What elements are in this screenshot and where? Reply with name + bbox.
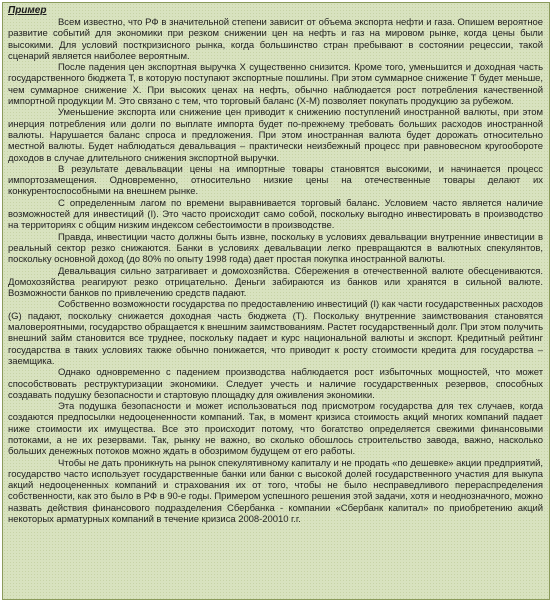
paragraph: Всем известно, что РФ в значительной степени зависит от объема экспорта нефти и газа. Опишем вероятное развитие событий для экономики при резком снижении цен на нефть и газ на мировом рынке, когда цены были высокими. Для условий посткризисного рынка, когда большинство стран пребывают в состоянии рецессии, такой сценарий является наиболее вероятным. [8, 17, 543, 62]
paragraph: Собственно возможности государства по предоставлению инвестиций (I) как части государственных расходов (G) падают, поскольку снижается доходная часть бюджета (T). Поскольку внутренние заимствования становятся маловероятными, государство обращается к внешним заимствованиям. Растет государственный долг. При этом получить внешний займ становится все труднее, поскольку падает и курс национальной валюты и экспорт. Кредитный рейтинг государства в таких условиях также обычно понижается, что приводит к росту стоимости кредита для государства – заемщика. [8, 299, 543, 367]
paragraph: Эта подушка безопасности и может использоваться под присмотром государства для тех случаев, когда создаются предпосылки недооцененности компаний. Так, в момент кризиса стоимость акций многих компаний падает ниже стоимости их имущества. Все это происходит потому, что богатство определяется свежими финансовыми потоками, а не их резервами. Так, рынку не важно, во сколько обошлось строительство завода, важно, насколько больших денежных потоков можно ждать в обозримом будущем от его работы. [8, 401, 543, 458]
example-title: Пример [8, 5, 47, 16]
paragraph: Однако одновременно с падением производства наблюдается рост избыточных мощностей, что может способствовать реструктуризации экономики. Следует учесть и наличие государственных резервов, способных создавать подушку безопасности и стартовую площадку для оживления экономики. [8, 367, 543, 401]
paragraph: Уменьшение экспорта или снижение цен приводит к снижению поступлений иностранной валюты, при этом инерция потребления или долги по выплате импорта будет по-прежнему требовать больших расходов иностранной валюты. Нарушается баланс спроса и предложения. При этом иностранная валюта будет дорожать относительно местной валюты. Будет наблюдаться девальвация – практически неизбежный процесс при равновесном кругообороте доходов в случае длительного снижения экспортной выручки. [8, 107, 543, 164]
paragraph: В результате девальвации цены на импортные товары становятся высокими, и начинается процесс импортозамещения. Одновременно, относительно низкие цены на отечественные товары делают их конкурентоспособными на внешнем рынке. [8, 163, 543, 198]
paragraph: С определенным лагом по времени выравнивается торговый баланс. Условием часто является наличие возможностей для инвестиций (I). Это часто происходит само собой, поскольку выгодно инвестировать в производство на территориях с общим низким индексом себестоимости в производстве. [8, 197, 543, 232]
paragraph: Правда, инвестиции часто должны быть извне, поскольку в условиях девальвации внутренние инвестиции в реальный сектор резко снижаются. Банки в условиях девальвации легко превращаются в валютных спекулянтов, поскольку основной доход (до 80% по опыту 1998 года) дает простая покупка иностранной валюты. [8, 231, 543, 266]
paragraph: Девальвация сильно затрагивает и домохозяйства. Сбережения в отечественной валюте обесцениваются. Домохозяйства реагируют резко отрицательно. Деньги забираются из банков или хранятся в сильной валюте. Возможности банков по привлечению средств падают. [8, 265, 543, 300]
paragraph: Чтобы не дать проникнуть на рынок спекулятивному капиталу и не продать «по дешевке» акции предприятий, государство часто использует государственные банки или банки с высокой долей государственного участия для выкупа акций недооцененных компаний и страхования их от того, чтобы не было несправедливого перераспределения собственности, как это было в РФ в 90-е годы. Примером успешного решения этой задачи, хотя и неоднозначного, можно назвать действия финансового подразделения Сбербанка - компании «Сбербанк капитал» по приобретению акций некоторых арматурных компаний в течение кризиса 2008-20010 г.г. [8, 457, 543, 526]
example-box [2, 2, 550, 600]
paragraph: После падения цен экспортная выручка X существенно снизится. Кроме того, уменьшится и доходная часть государственного бюджета T, в которую поступают экспортные пошлины. При этом суммарное снижение T будет меньше, чем суммарное снижение X. При высоких ценах на нефть, обычно наблюдается рост потребления качественной импортной продукции M. Это связано с тем, что торговый баланс (X-M) позволяет покупать продукцию за рубежом. [8, 62, 543, 108]
